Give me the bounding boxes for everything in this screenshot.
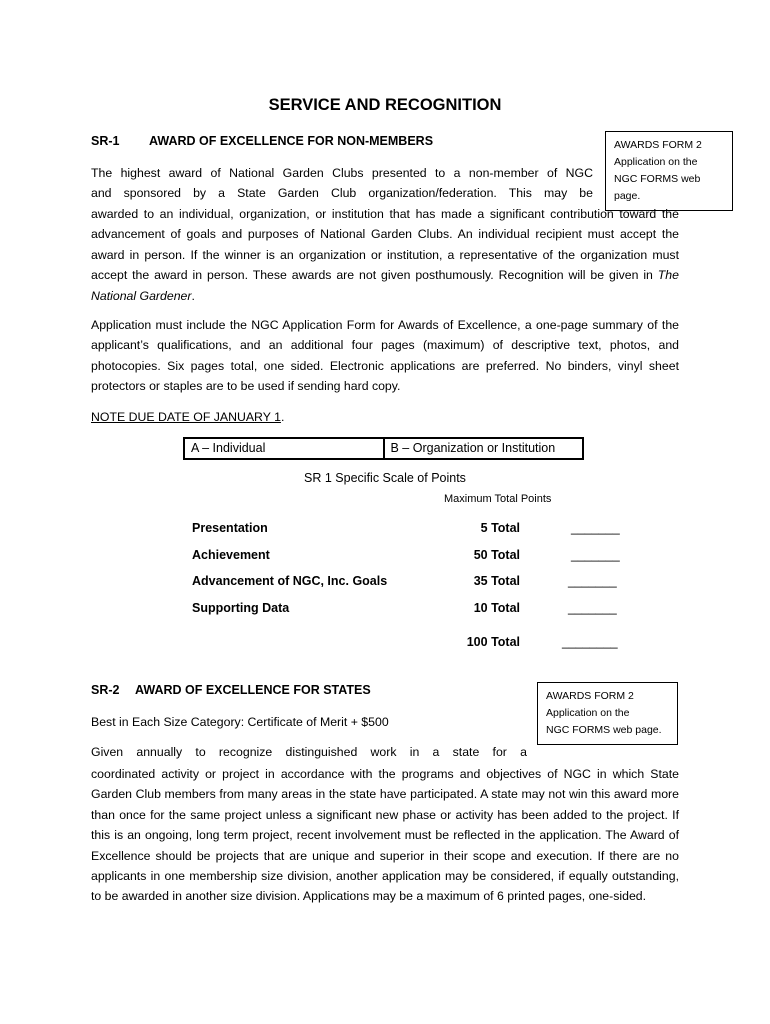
form-box-line: AWARDS FORM 2 xyxy=(614,139,702,151)
sr1-awards-form-box xyxy=(605,131,733,211)
sr1-heading: AWARD OF EXCELLENCE FOR NON-MEMBERS xyxy=(149,134,434,148)
score-label-advancement: Advancement of NGC, Inc. Goals xyxy=(192,574,388,588)
due-date-note: NOTE DUE DATE OF JANUARY 1 xyxy=(91,410,281,424)
score-value-supporting-data: 10 Total xyxy=(473,601,520,615)
category-b: B – Organization or Institution xyxy=(383,439,583,458)
sr1-para1-top xyxy=(91,163,593,204)
score-label-supporting-data: Supporting Data xyxy=(192,601,290,615)
score-blank: _______ xyxy=(568,574,617,588)
sr1-note xyxy=(91,407,284,427)
score-label-achievement: Achievement xyxy=(192,548,270,562)
sr2-number: SR-2 xyxy=(91,683,120,697)
sr2-heading: AWARD OF EXCELLENCE FOR STATES xyxy=(135,683,371,697)
score-blank: _______ xyxy=(571,521,620,535)
form-box-line: AWARDS FORM 2 xyxy=(546,690,634,702)
score-value-achievement: 50 Total xyxy=(473,548,520,562)
sr2-para-first xyxy=(91,742,527,762)
form-box-line: NGC FORMS web page. xyxy=(614,173,701,202)
para-text: awarded to an individual, organization, or institution that has made a significant contribution toward the advancement of goals and purposes of National Garden Clubs. An individual recipient must accept the award in person. If the winner is an organization or institution, a representative of the organization must accept the award in person. These awards are not given posthumously. Recognition will be given in xyxy=(91,207,679,283)
scale-title: SR 1 Specific Scale of Points xyxy=(304,471,466,485)
sr2-awards-form-box xyxy=(537,682,678,745)
sr2-subline: Best in Each Size Category: Certificate of Merit + $500 xyxy=(91,715,389,729)
para-line: The highest award of National Garden Clubs presented to a non-member of NGC xyxy=(91,166,593,180)
note-end: . xyxy=(280,410,285,424)
score-total-blank: ________ xyxy=(562,635,618,649)
sr1-number: SR-1 xyxy=(91,134,120,148)
para-line: and sponsored by a State Garden Club organization/federation. This may be xyxy=(91,186,593,201)
para-line: Given annually to recognize distinguished work in a state for a xyxy=(91,745,527,759)
category-table xyxy=(183,437,584,460)
sr1-para1-rest xyxy=(91,204,679,306)
scale-subtitle: Maximum Total Points xyxy=(444,493,552,505)
para-text: Application must include the NGC Application Form for Awards of Excellence, a one-page summary of the applicant’s qualifications, and an additional four pages (maximum) of descriptive text, photos, and photocopies. Six pages total, one sided. Electronic applications are preferred. No binders, vinyl sheet protectors or staples are to be used if sending hard copy. xyxy=(91,318,679,394)
score-blank: _______ xyxy=(571,548,620,562)
score-total-value: 100 Total xyxy=(466,635,520,649)
score-value-presentation: 5 Total xyxy=(480,521,520,535)
sr1-para2 xyxy=(91,315,679,397)
form-box-line: Application on the xyxy=(546,707,630,719)
category-a: A – Individual xyxy=(191,441,266,455)
para-end: . xyxy=(191,288,195,303)
form-box-line: NGC FORMS web page. xyxy=(546,724,662,736)
score-label-presentation: Presentation xyxy=(192,521,268,535)
form-box-line: Application on the xyxy=(614,156,698,168)
score-blank: _______ xyxy=(568,601,617,615)
publication-title: The National Gardener xyxy=(91,268,679,303)
score-value-advancement: 35 Total xyxy=(473,574,520,588)
sr2-para-rest xyxy=(91,764,679,907)
para-text: coordinated activity or project in accordance with the programs and objectives of NGC in which State Garden Club members from many areas in the state have participated. A state may not win this award more than once for the same project unless a significant new phase or activity has been added to the project. If this is an ongoing, long term project, recent involvement must be reflected in the application. The Award of Excellence should be projects that are unique and superior in their scope and execution. If there are no applicants in one membership size division, another application may be considered, if equally outstanding, to be awarded in another size division. Applications may be a maximum of 6 printed pages, one-sided. xyxy=(91,767,679,904)
page-title: SERVICE AND RECOGNITION xyxy=(268,96,502,114)
